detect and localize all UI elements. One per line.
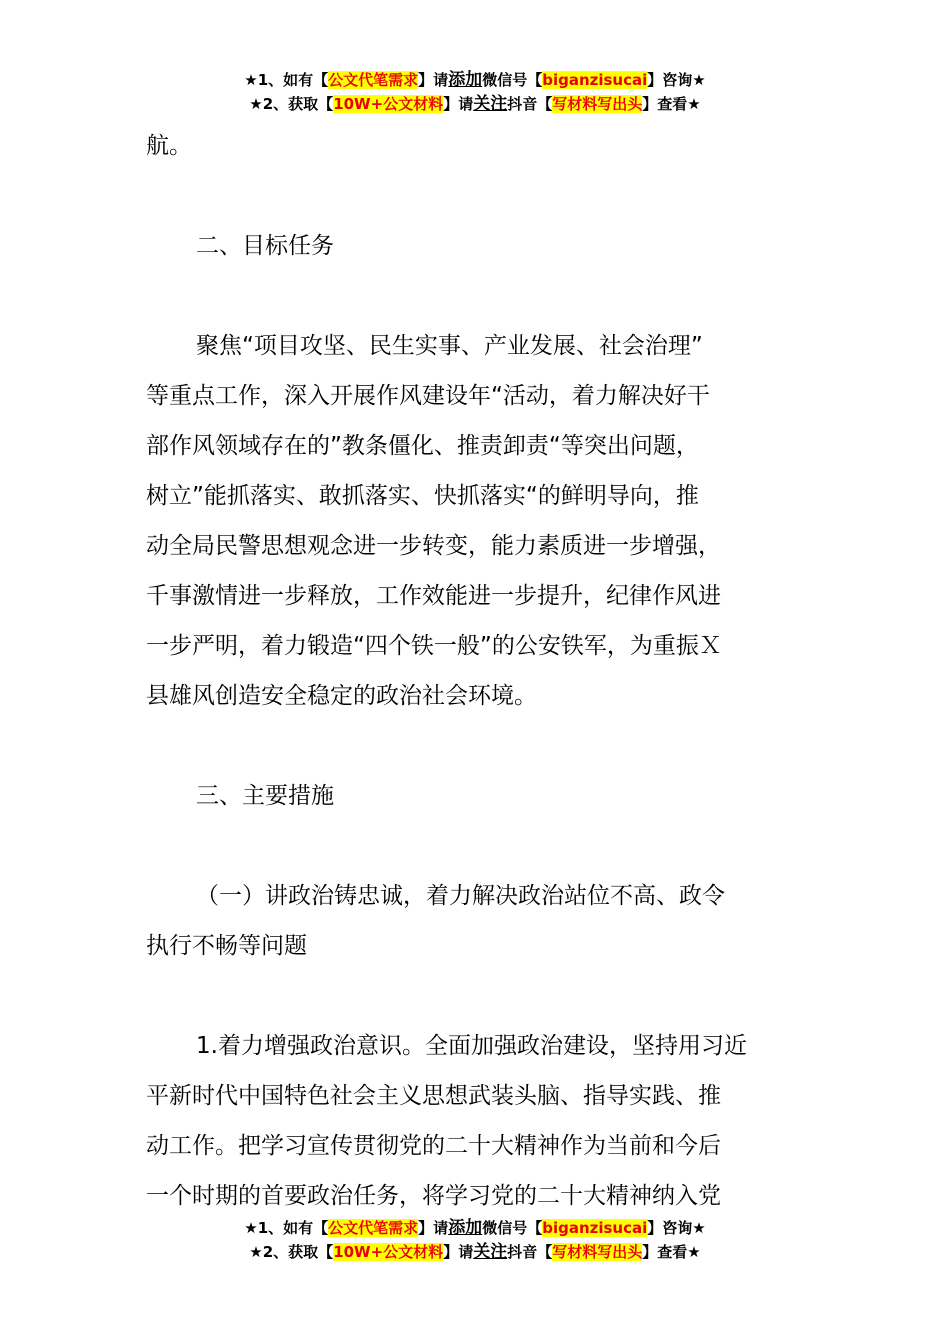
bottom-banner bbox=[0, 1216, 950, 1264]
banner-highlight: 10W+公文材料 bbox=[333, 95, 444, 113]
banner-text: 微信号【 bbox=[482, 1219, 543, 1237]
blank-line bbox=[146, 721, 810, 771]
blank-line bbox=[146, 821, 810, 871]
subheading-line: （一）讲政治铸忠诚，着力解决政治站位不高、政令 bbox=[196, 883, 725, 909]
blank-line bbox=[146, 271, 810, 321]
banner-text: ★2、获取【 bbox=[249, 1243, 334, 1261]
banner-text: 】查看★ bbox=[642, 95, 701, 113]
section-heading-3: 三、主要措施 bbox=[196, 783, 334, 809]
banner-underline: 关注 bbox=[473, 94, 508, 114]
banner-text: 抖音【 bbox=[507, 1243, 553, 1261]
item1-line: 一个时期的首要政治任务，将学习党的二十大精神纳入党 bbox=[146, 1183, 721, 1209]
banner-highlight: 公文代笔需求 bbox=[328, 71, 419, 89]
banner-highlight: 写材料写出头 bbox=[552, 95, 643, 113]
item1-line: 1.着力增强政治意识。全面加强政治建设，坚持用习近 bbox=[196, 1033, 747, 1059]
banner-text: 】请 bbox=[443, 1243, 474, 1261]
item1-line: 平新时代中国特色社会主义思想武装头脑、指导实践、推 bbox=[146, 1083, 721, 1109]
banner-underline: 关注 bbox=[473, 1242, 508, 1262]
subheading-line: 执行不畅等问题 bbox=[146, 933, 307, 959]
banner-line-1 bbox=[0, 68, 950, 92]
document-body bbox=[146, 121, 810, 1221]
para1-line: 千事激情进一步释放，工作效能进一步提升，纪律作风进 bbox=[146, 583, 721, 609]
para1-line: 聚焦“项目攻坚、民生实事、产业发展、社会治理” bbox=[196, 333, 703, 359]
para1-line: 树立”能抓落实、敢抓落实、快抓落实“的鲜明导向，推 bbox=[146, 483, 699, 509]
banner-highlight: biganzisucai bbox=[542, 1219, 648, 1237]
section-heading-2: 二、目标任务 bbox=[196, 233, 334, 259]
banner-text: 抖音【 bbox=[507, 95, 553, 113]
item1-line: 动工作。把学习宣传贯彻党的二十大精神作为当前和今后 bbox=[146, 1133, 721, 1159]
blank-line bbox=[146, 171, 810, 221]
banner-text: 微信号【 bbox=[482, 71, 543, 89]
banner-line-2 bbox=[0, 92, 950, 116]
banner-highlight: biganzisucai bbox=[542, 71, 648, 89]
banner-underline: 添加 bbox=[448, 70, 483, 90]
para1-line: 一步严明，着力锻造“四个铁一般”的公安铁军，为重振Ｘ bbox=[146, 633, 722, 659]
banner-line-2 bbox=[0, 1240, 950, 1264]
banner-text: 】咨询★ bbox=[647, 1219, 706, 1237]
para1-line: 部作风领域存在的”教条僵化、推责卸责“等突出问题， bbox=[146, 433, 699, 459]
banner-highlight: 写材料写出头 bbox=[552, 1243, 643, 1261]
banner-text: 】咨询★ bbox=[647, 71, 706, 89]
para1-line: 等重点工作，深入开展作风建设年“活动，着力解决好干 bbox=[146, 383, 710, 409]
banner-text: 】请 bbox=[418, 1219, 449, 1237]
banner-text: ★2、获取【 bbox=[249, 95, 334, 113]
banner-highlight: 公文代笔需求 bbox=[328, 1219, 419, 1237]
banner-line-1 bbox=[0, 1216, 950, 1240]
para1-line: 县雄风创造安全稳定的政治社会环境。 bbox=[146, 683, 537, 709]
banner-text: 】请 bbox=[443, 95, 474, 113]
banner-highlight: 10W+公文材料 bbox=[333, 1243, 444, 1261]
banner-underline: 添加 bbox=[448, 1218, 483, 1238]
banner-text: 】请 bbox=[418, 71, 449, 89]
para1-line: 动全局民警思想观念进一步转变，能力素质进一步增强， bbox=[146, 533, 721, 559]
top-banner bbox=[0, 68, 950, 116]
banner-text: ★1、如有【 bbox=[244, 71, 329, 89]
continuation-line: 航。 bbox=[146, 133, 192, 159]
banner-text: 】查看★ bbox=[642, 1243, 701, 1261]
blank-line bbox=[146, 971, 810, 1021]
banner-text: ★1、如有【 bbox=[244, 1219, 329, 1237]
